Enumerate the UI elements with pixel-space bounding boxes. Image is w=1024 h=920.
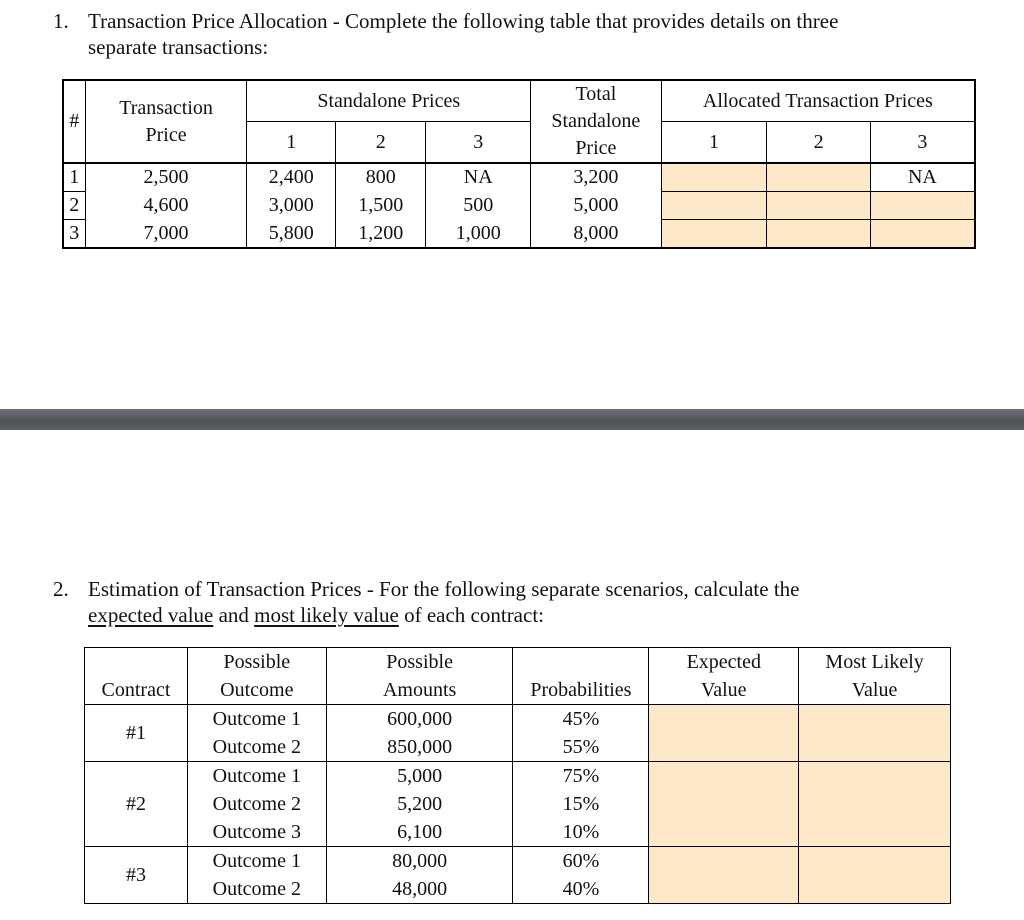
header-most-likely-value: Most Likely Value [799,648,951,705]
contract-label: #2 [85,762,188,847]
question-2-line-1: Estimation of Transaction Prices - For the following separate scenarios, calculate the [88,577,800,601]
question-2 [53,576,993,632]
answer-cell[interactable] [870,220,975,249]
header-probabilities: Probabilities [513,648,649,705]
table-row: 2 4,600 3,000 1,500 500 5,000 [63,192,975,220]
answer-cell[interactable] [767,220,871,249]
answer-cell[interactable] [870,192,975,220]
table-row: Outcome 2 850,000 55% [85,733,951,762]
table-row: Outcome 2 48,000 40% [85,875,951,904]
contract-label: #3 [85,847,188,904]
page-separator [0,409,1024,430]
most-likely-value-term: most likely value [254,603,399,627]
table-row: #3 Outcome 1 80,000 60% [85,847,951,876]
header-total-standalone-price: Total Standalone Price [531,80,662,163]
question-1-line-2: separate transactions: [88,35,269,59]
table-row: 1 2,500 2,400 800 NA 3,200 NA [63,163,975,192]
header-allocated-transaction-prices: Allocated Transaction Prices [661,80,975,122]
header-standalone-2: 2 [335,122,425,164]
table-row: #1 Outcome 1 600,000 45% [85,705,951,734]
header-allocated-3: 3 [870,122,975,164]
table-row: Outcome 2 5,200 15% [85,790,951,818]
transaction-price-estimation-table [84,647,951,904]
answer-cell[interactable] [661,192,767,220]
question-2-line-2: expected value and most likely value of each contract: [88,603,544,627]
answer-cell-most-likely-value[interactable] [799,705,951,762]
answer-cell[interactable] [661,220,767,249]
expected-value-term: expected value [88,603,214,627]
header-possible-outcome: Possible Outcome [187,648,326,705]
header-possible-amounts: Possible Amounts [326,648,513,705]
table-row: 3 7,000 5,800 1,200 1,000 8,000 [63,220,975,249]
question-1-line-1: Transaction Price Allocation - Complete the following table that provides details on three [88,9,839,33]
answer-cell-most-likely-value[interactable] [799,762,951,847]
contract-label: #1 [85,705,188,762]
answer-cell-expected-value[interactable] [649,847,799,904]
table-row: #2 Outcome 1 5,000 75% [85,762,951,791]
header-standalone-prices: Standalone Prices [247,80,531,122]
header-allocated-1: 1 [661,122,767,164]
table-row: Outcome 3 6,100 10% [85,818,951,847]
question-2-number: 2. [53,577,69,601]
answer-cell[interactable] [767,192,871,220]
header-hash: # [63,80,85,163]
transaction-price-allocation-table [62,79,976,249]
answer-cell-most-likely-value[interactable] [799,847,951,904]
header-contract: Contract [85,648,188,705]
header-standalone-1: 1 [247,122,335,164]
question-1-number: 1. [53,9,69,33]
answer-cell-expected-value[interactable] [649,762,799,847]
answer-cell[interactable] [767,163,871,192]
header-allocated-2: 2 [767,122,871,164]
header-standalone-3: 3 [426,122,531,164]
header-transaction-price: Transaction Price [85,80,247,163]
answer-cell[interactable] [661,163,767,192]
header-expected-value: Expected Value [649,648,799,705]
question-1 [53,8,993,62]
answer-cell-expected-value[interactable] [649,705,799,762]
